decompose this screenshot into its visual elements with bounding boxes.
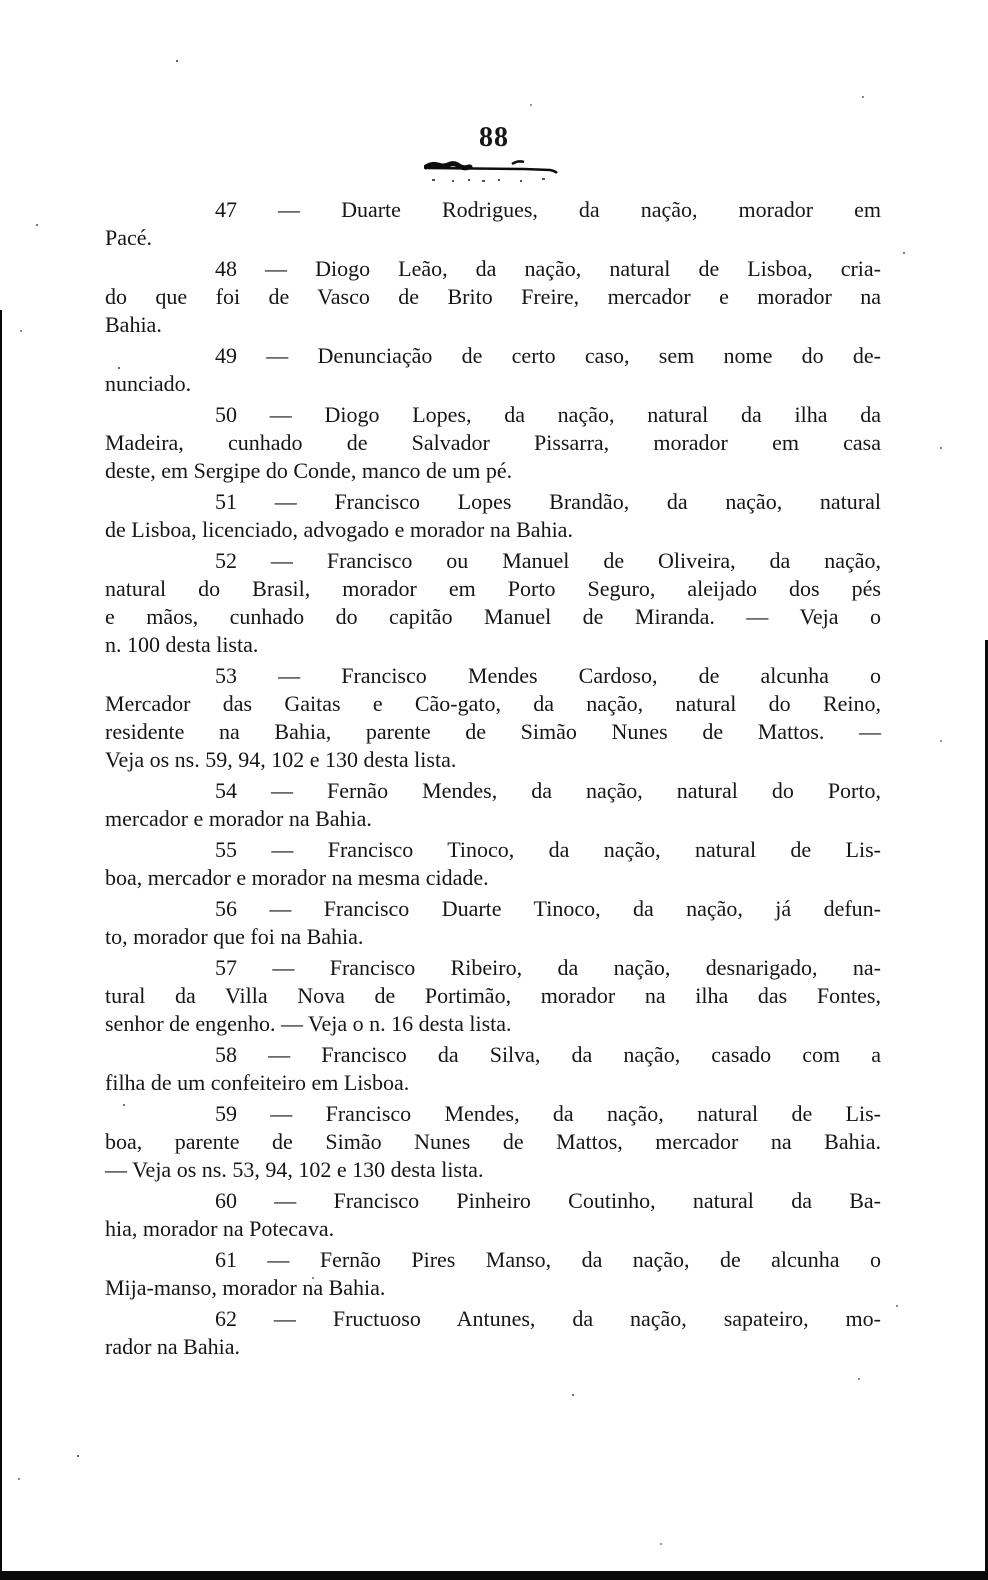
list-entry-49 [105, 342, 881, 398]
entry-line: 50 — Diogo Lopes, da nação, natural da ilha da [215, 402, 881, 427]
page-number: 88 [479, 122, 509, 153]
entry-line: nunciado. [105, 371, 192, 396]
entry-line: Bahia. [105, 312, 162, 337]
entry-line: natural do Brasil, morador em Porto Seguro, aleijado dos pés [105, 576, 881, 601]
entry-line: senhor de engenho. — Veja o n. 16 desta lista. [105, 1011, 512, 1036]
entry-line: filha de um confeiteiro em Lisboa. [105, 1070, 410, 1095]
entry-line: mercador e morador na Bahia. [105, 806, 372, 831]
entry-line: 58 — Francisco da Silva, da nação, casado com a [215, 1042, 881, 1067]
entry-line: e mãos, cunhado do capitão Manuel de Miranda. — Veja o [105, 604, 881, 629]
scan-edge-left [0, 310, 2, 1580]
entry-line: 60 — Francisco Pinheiro Coutinho, natural da Ba- [215, 1188, 881, 1213]
entry-line: 51 — Francisco Lopes Brandão, da nação, natural [215, 489, 881, 514]
entry-line: rador na Bahia. [105, 1334, 240, 1359]
entry-line: de Lisboa, licenciado, advogado e morador na Bahia. [105, 517, 573, 542]
entry-line: Madeira, cunhado de Salvador Pissarra, morador em casa [105, 430, 881, 455]
scan-edge-bottom [0, 1571, 988, 1580]
entry-line: 61 — Fernão Pires Manso, da nação, de alcunha o [215, 1247, 881, 1272]
scan-noise [0, 0, 2, 2]
entry-line: 49 — Denunciação de certo caso, sem nome do de- [215, 343, 881, 368]
list-entry-55 [105, 836, 881, 892]
list-entry-56 [105, 895, 881, 951]
list-entry-47 [105, 196, 881, 252]
list-entry-52 [105, 547, 881, 659]
entry-list [105, 196, 881, 1364]
list-entry-50 [105, 401, 881, 485]
list-entry-54 [105, 777, 881, 833]
list-entry-48 [105, 255, 881, 339]
entry-line: residente na Bahia, parente de Simão Nunes de Mattos. — [105, 719, 881, 744]
entry-line: boa, mercador e morador na mesma cidade. [105, 865, 489, 890]
entry-line: 53 — Francisco Mendes Cardoso, de alcunha o [215, 663, 881, 688]
list-entry-59 [105, 1100, 881, 1184]
entry-line: hia, morador na Potecava. [105, 1216, 335, 1241]
list-entry-62 [105, 1305, 881, 1361]
header-rule [424, 158, 560, 184]
list-entry-58 [105, 1041, 881, 1097]
list-entry-61 [105, 1246, 881, 1302]
entry-line: 47 — Duarte Rodrigues, da nação, morador em [215, 197, 881, 222]
list-entry-51 [105, 488, 881, 544]
entry-line: 62 — Fructuoso Antunes, da nação, sapateiro, mo- [215, 1306, 881, 1331]
entry-line: do que foi de Vasco de Brito Freire, mercador e morador na [105, 284, 881, 309]
entry-line: 52 — Francisco ou Manuel de Oliveira, da nação, [215, 548, 881, 573]
list-entry-57 [105, 954, 881, 1038]
entry-line: tural da Villa Nova de Portimão, morador na ilha das Fontes, [105, 983, 881, 1008]
entry-line: 56 — Francisco Duarte Tinoco, da nação, já defun- [215, 896, 881, 921]
list-entry-53 [105, 662, 881, 774]
entry-line: 54 — Fernão Mendes, da nação, natural do Porto, [215, 778, 881, 803]
entry-line: Veja os ns. 59, 94, 102 e 130 desta lista. [105, 747, 457, 772]
entry-line: to, morador que foi na Bahia. [105, 924, 364, 949]
entry-line: deste, em Sergipe do Conde, manco de um pé. [105, 458, 513, 483]
entry-line: boa, parente de Simão Nunes de Mattos, mercador na Bahia. [105, 1129, 881, 1154]
entry-line: Mercador das Gaitas e Cão-gato, da nação, natural do Reino, [105, 691, 881, 716]
entry-line: n. 100 desta lista. [105, 632, 259, 657]
entry-line: 57 — Francisco Ribeiro, da nação, desnarigado, na- [215, 955, 881, 980]
entry-line: 48 — Diogo Leão, da nação, natural de Lisboa, cria- [215, 256, 881, 281]
list-entry-60 [105, 1187, 881, 1243]
entry-line: Pacé. [105, 225, 153, 250]
entry-line: 55 — Francisco Tinoco, da nação, natural de Lis- [215, 837, 881, 862]
entry-line: Mija-manso, morador na Bahia. [105, 1275, 386, 1300]
entry-line: 59 — Francisco Mendes, da nação, natural de Lis- [215, 1101, 881, 1126]
entry-line: — Veja os ns. 53, 94, 102 e 130 desta lista. [105, 1157, 484, 1182]
